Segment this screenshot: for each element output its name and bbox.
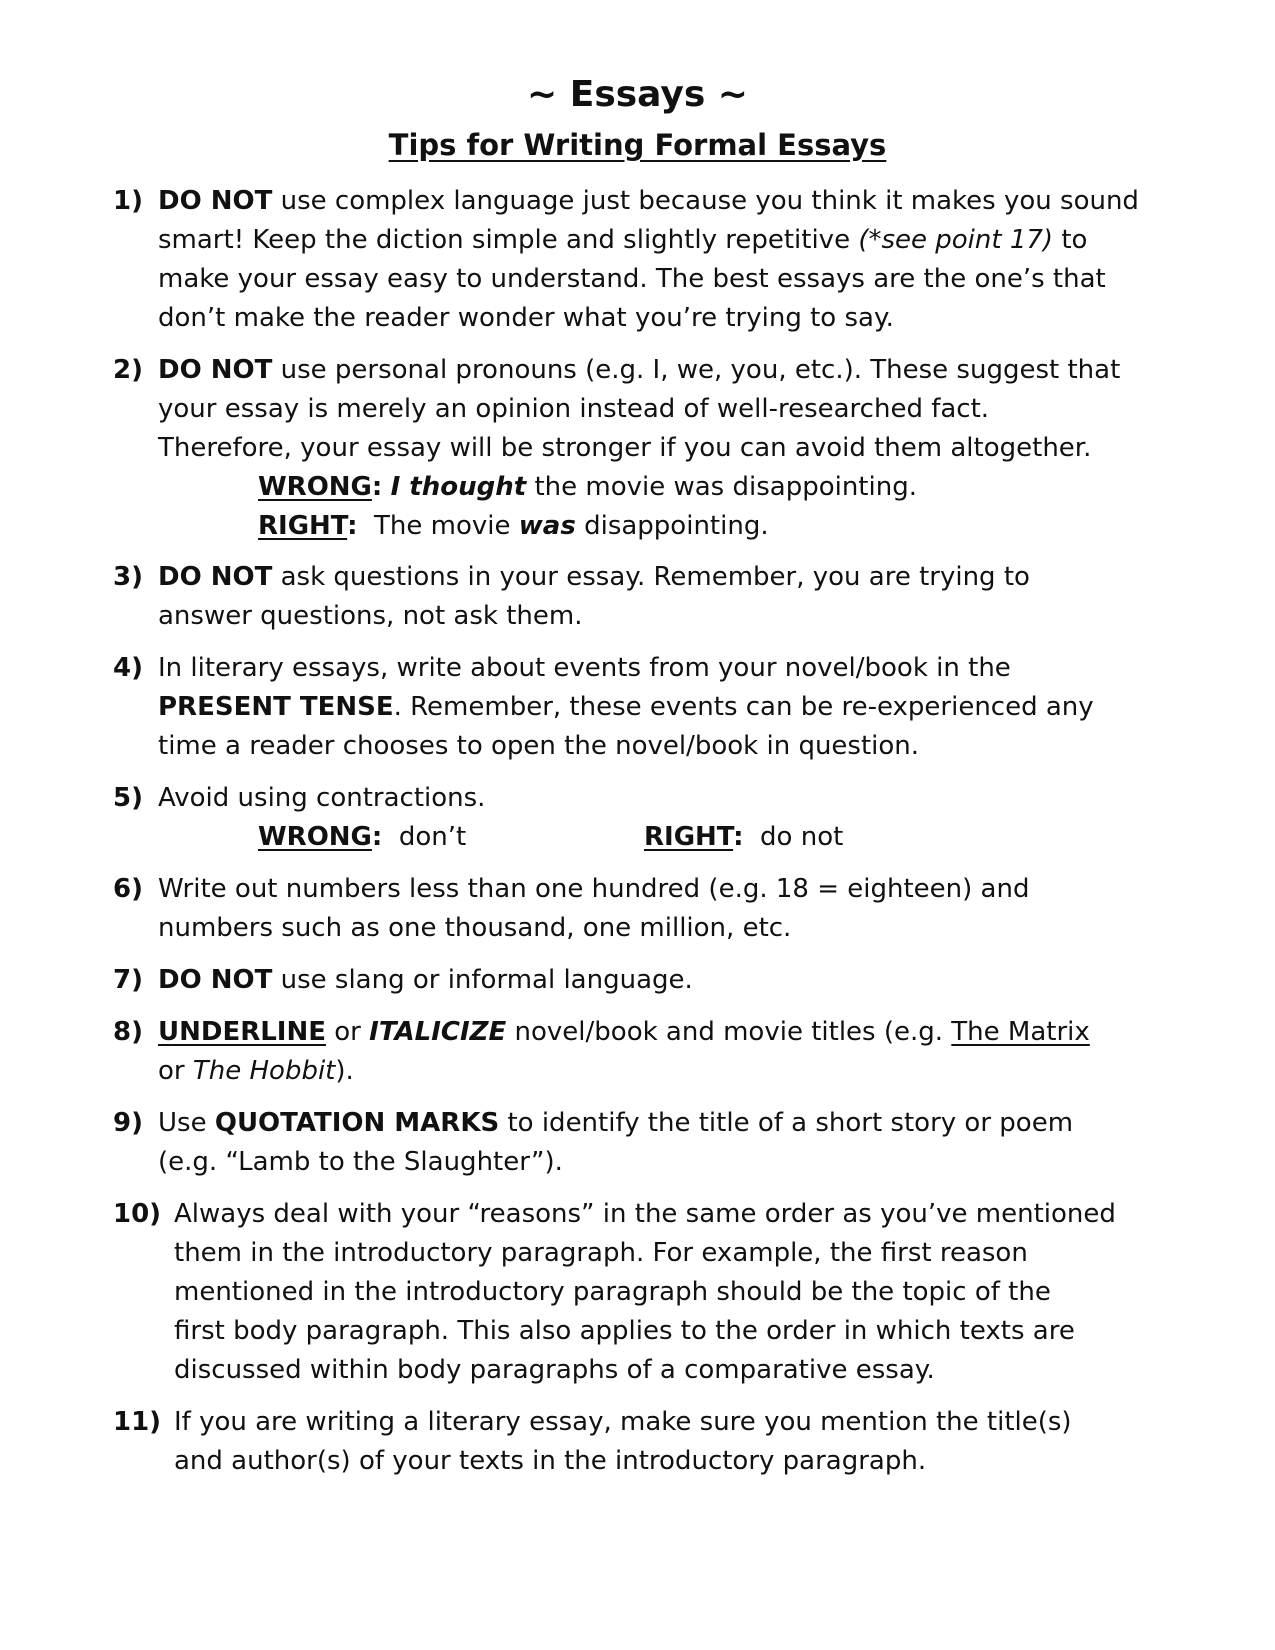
line: mentioned in the introductory paragraph should be the topic of the xyxy=(174,1277,1051,1307)
line: Write out numbers less than one hundred (e.g. 18 = eighteen) and xyxy=(158,874,1030,904)
line: UNDERLINE or ITALICIZE novel/book and movie titles (e.g. The Matrix xyxy=(158,1017,1090,1047)
line: In literary essays, write about events from your novel/book in the xyxy=(158,653,1011,683)
wrong-example: WRONG: I thought the movie was disappointing. xyxy=(258,472,917,502)
item-number: 7) xyxy=(113,965,143,995)
item-number: 1) xyxy=(113,186,143,216)
page-subtitle: Tips for Writing Formal Essays xyxy=(388,128,887,162)
wrong-example: WRONG: don’t xyxy=(258,822,467,852)
line: don’t make the reader wonder what you’re trying to say. xyxy=(158,303,894,333)
line: numbers such as one thousand, one million, etc. xyxy=(158,913,792,943)
line: DO NOT use complex language just because you think it makes you sound xyxy=(158,186,1139,216)
line: answer questions, not ask them. xyxy=(158,601,583,631)
line: (e.g. “Lamb to the Slaughter”). xyxy=(158,1147,563,1177)
line: them in the introductory paragraph. For example, the first reason xyxy=(174,1238,1028,1268)
line: smart! Keep the diction simple and slightly repetitive (*see point 17) to xyxy=(158,225,1088,255)
line: first body paragraph. This also applies to the order in which texts are xyxy=(174,1316,1075,1346)
item-number: 6) xyxy=(113,874,143,904)
line: Always deal with your “reasons” in the same order as you’ve mentioned xyxy=(174,1199,1116,1229)
item-number: 11) xyxy=(113,1407,162,1437)
item-number: 9) xyxy=(113,1108,143,1138)
line: or The Hobbit). xyxy=(158,1056,354,1086)
line: make your essay easy to understand. The best essays are the one’s that xyxy=(158,264,1106,294)
line: Therefore, your essay will be stronger if you can avoid them altogether. xyxy=(158,433,1092,463)
line: your essay is merely an opinion instead of well-researched fact. xyxy=(158,394,990,424)
line: If you are writing a literary essay, make sure you mention the title(s) xyxy=(174,1407,1072,1437)
line: DO NOT use slang or informal language. xyxy=(158,965,693,995)
line: discussed within body paragraphs of a comparative essay. xyxy=(174,1355,935,1385)
item-number: 10) xyxy=(113,1199,162,1229)
line: Avoid using contractions. xyxy=(158,783,486,813)
line: and author(s) of your texts in the introductory paragraph. xyxy=(174,1446,927,1476)
line: DO NOT use personal pronouns (e.g. I, we, you, etc.). These suggest that xyxy=(158,355,1121,385)
line: PRESENT TENSE. Remember, these events can be re-experienced any xyxy=(158,692,1094,722)
right-example: RIGHT: The movie was disappointing. xyxy=(258,511,769,541)
item-number: 4) xyxy=(113,653,143,683)
item-number: 8) xyxy=(113,1017,143,1047)
item-number: 2) xyxy=(113,355,143,385)
line: DO NOT ask questions in your essay. Remember, you are trying to xyxy=(158,562,1030,592)
line: Use QUOTATION MARKS to identify the title of a short story or poem xyxy=(158,1108,1074,1138)
item-number: 3) xyxy=(113,562,143,592)
line: time a reader chooses to open the novel/book in question. xyxy=(158,731,920,761)
item-number: 5) xyxy=(113,783,143,813)
page-title: ~ Essays ~ xyxy=(527,74,748,115)
right-example: RIGHT: do not xyxy=(644,822,844,852)
